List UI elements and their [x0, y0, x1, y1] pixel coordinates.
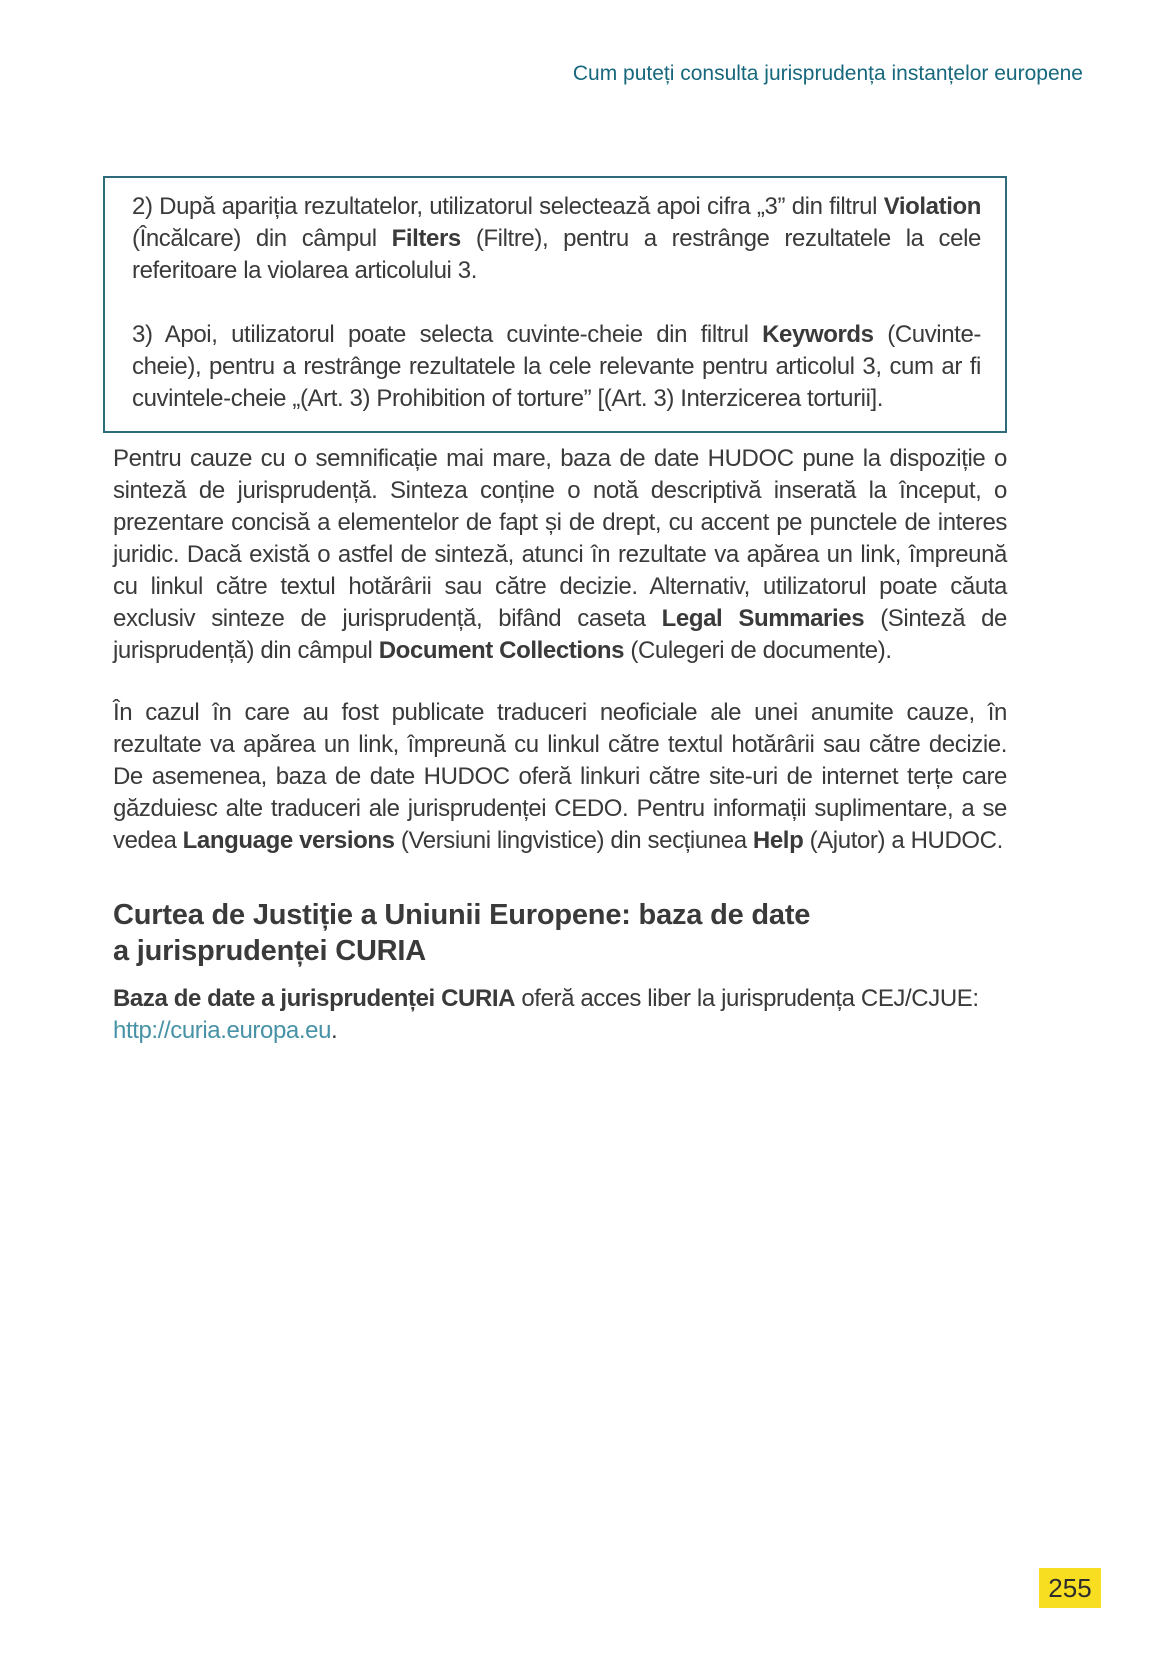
- callout-paragraph-step-2: [132, 191, 981, 287]
- text-segment: (Sinteză de jurisprudență) din câmpul: [113, 605, 1007, 664]
- section-heading: [113, 897, 1007, 969]
- text-segment: 2) După apariția rezultatelor, utilizatorul selectează apoi cifra „3” din filtrul: [132, 193, 884, 220]
- page-body: [113, 176, 1007, 1047]
- section-heading-line-1: Curtea de Justiție a Uniunii Europene: baza de date: [113, 899, 811, 931]
- bold-text-segment: Baza de date a jurisprudenței CURIA: [113, 985, 516, 1012]
- bold-text-segment: Legal Summaries: [661, 605, 865, 632]
- text-segment: oferă acces liber la jurisprudența CEJ/CJUE:: [515, 985, 979, 1012]
- callout-box: [103, 176, 1007, 433]
- bold-text-segment: Violation: [883, 193, 981, 220]
- bold-text-segment: Filters: [391, 225, 461, 252]
- body-paragraph-translations: [113, 697, 1007, 857]
- callout-paragraph-step-3: [132, 319, 981, 415]
- body-paragraph-curia: [113, 983, 1007, 1047]
- body-paragraph-hudoc-summaries: [113, 443, 1007, 667]
- text-segment: (Culegeri de documente).: [624, 637, 892, 664]
- text-segment: (Ajutor) a HUDOC.: [803, 827, 1003, 854]
- text-segment: În cazul în care au fost publicate traduceri neoficiale ale unei anumite cauze, în rezultate va apărea un link, împreună cu linkul către textul hotărârii sau către decizie. De asemenea, baza de date HUDOC oferă linkuri către site-uri de internet terțe care găzduiesc alte traduceri ale jurisprudenței CEDO. Pentru informații suplimentare, a se vedea: [113, 699, 1007, 854]
- curia-link[interactable]: http://curia.europa.eu: [113, 1017, 332, 1044]
- section-heading-line-2: a jurisprudenței CURIA: [113, 935, 427, 967]
- bold-text-segment: Language versions: [182, 827, 395, 854]
- text-segment: 3) Apoi, utilizatorul poate selecta cuvinte-cheie din filtrul: [132, 321, 763, 348]
- text-segment: Pentru cauze cu o semnificație mai mare, baza de date HUDOC pune la dispoziție o sinteză de jurisprudență. Sinteza conține o notă descriptivă inserată la început, o prezentare concisă a elementelor de fapt și de drept, cu accent pe punctele de interes juridic. Dacă există o astfel de sinteză, atunci în rezultate va apărea un link, împreună cu linkul către textul hotărârii sau către decizie. Alternativ, utilizatorul poate căuta exclusiv sinteze de jurisprudență, bifând caseta: [113, 445, 1007, 632]
- text-segment: .: [331, 1017, 338, 1044]
- page-number-badge: 255: [1039, 1568, 1101, 1608]
- text-segment: (Versiuni lingvistice) din secțiunea: [394, 827, 753, 854]
- bold-text-segment: Document Collections: [378, 637, 625, 664]
- text-segment: (Filtre), pentru a restrânge rezultatele la cele referitoare la violarea articolului 3.: [132, 225, 981, 284]
- text-segment: (Încălcare) din câmpul: [132, 225, 392, 252]
- text-segment: (Cuvinte-cheie), pentru a restrânge rezultatele la cele relevante pentru articolul 3, cum ar fi cuvintele-cheie „(Art. 3) Prohibition of torture” [(Art. 3) Interzicerea torturii].: [132, 321, 981, 412]
- running-header: Cum puteți consulta jurisprudența instanțelor europene: [572, 62, 1083, 85]
- bold-text-segment: Help: [752, 827, 804, 854]
- bold-text-segment: Keywords: [762, 321, 874, 348]
